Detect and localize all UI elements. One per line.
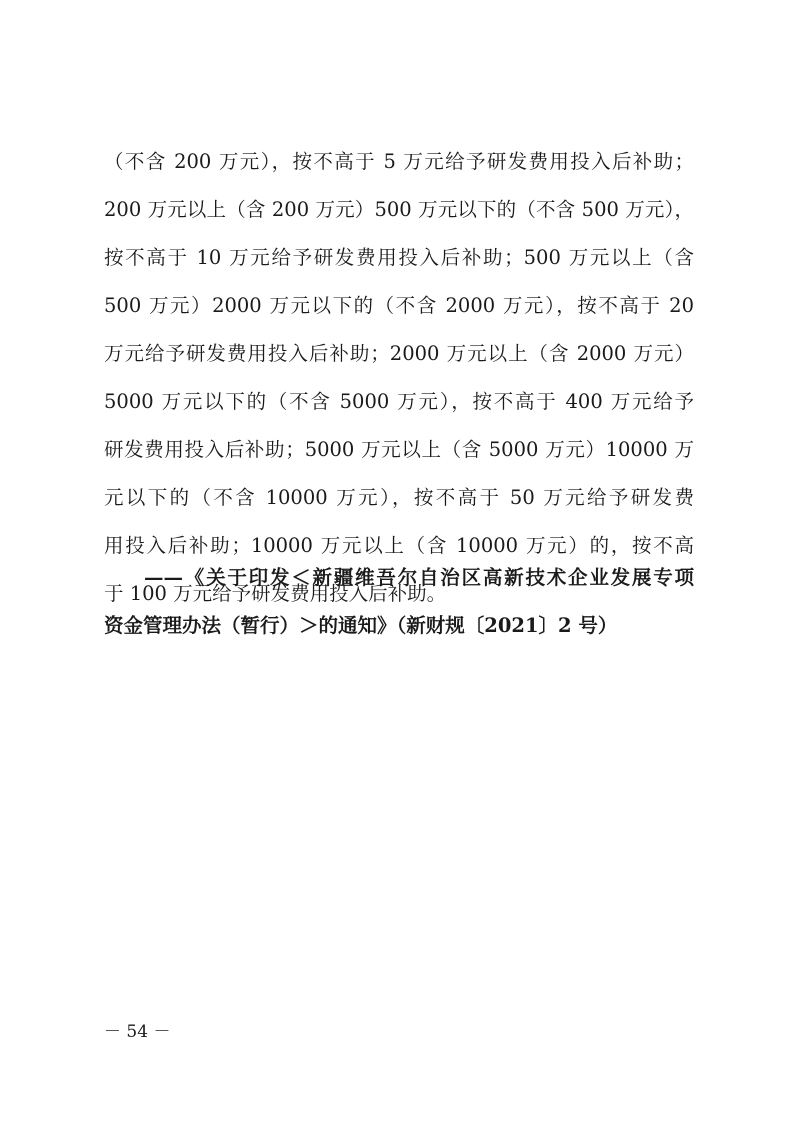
body-line: 元以下的（不含 10000 万元），按不高于 50 万元给予研发费 (104, 486, 694, 509)
body-line: 万元给予研发费用投入后补助；2000 万元以上（含 2000 万元） (104, 342, 694, 365)
body-line: 500 万元）2000 万元以下的（不含 2000 万元），按不高于 20 (104, 294, 694, 317)
citation-line: 资金管理办法（暂行）＞的通知》（新财规〔2021〕2 号） (104, 614, 618, 637)
body-line: 按不高于 10 万元给予研发费用投入后补助；500 万元以上（含 (104, 246, 694, 269)
body-line: 200 万元以上（含 200 万元）500 万元以下的（不含 500 万元）， (104, 198, 694, 221)
body-line: （不含 200 万元），按不高于 5 万元给予研发费用投入后补助； (104, 150, 694, 173)
body-line: 研发费用投入后补助；5000 万元以上（含 5000 万元）10000 万 (104, 438, 694, 461)
body-line: 用投入后补助；10000 万元以上（含 10000 万元）的，按不高 (104, 534, 694, 557)
body-paragraph (104, 138, 694, 618)
page-number: － 54 － (104, 1022, 171, 1042)
citation-line: ——《关于印发＜新疆维吾尔自治区高新技术企业发展专项 (144, 566, 694, 589)
source-citation (104, 554, 694, 650)
body-line: 于 100 万元给予研发费用投入后补助。 (104, 582, 447, 605)
body-line: 5000 万元以下的（不含 5000 万元），按不高于 400 万元给予 (104, 390, 694, 413)
